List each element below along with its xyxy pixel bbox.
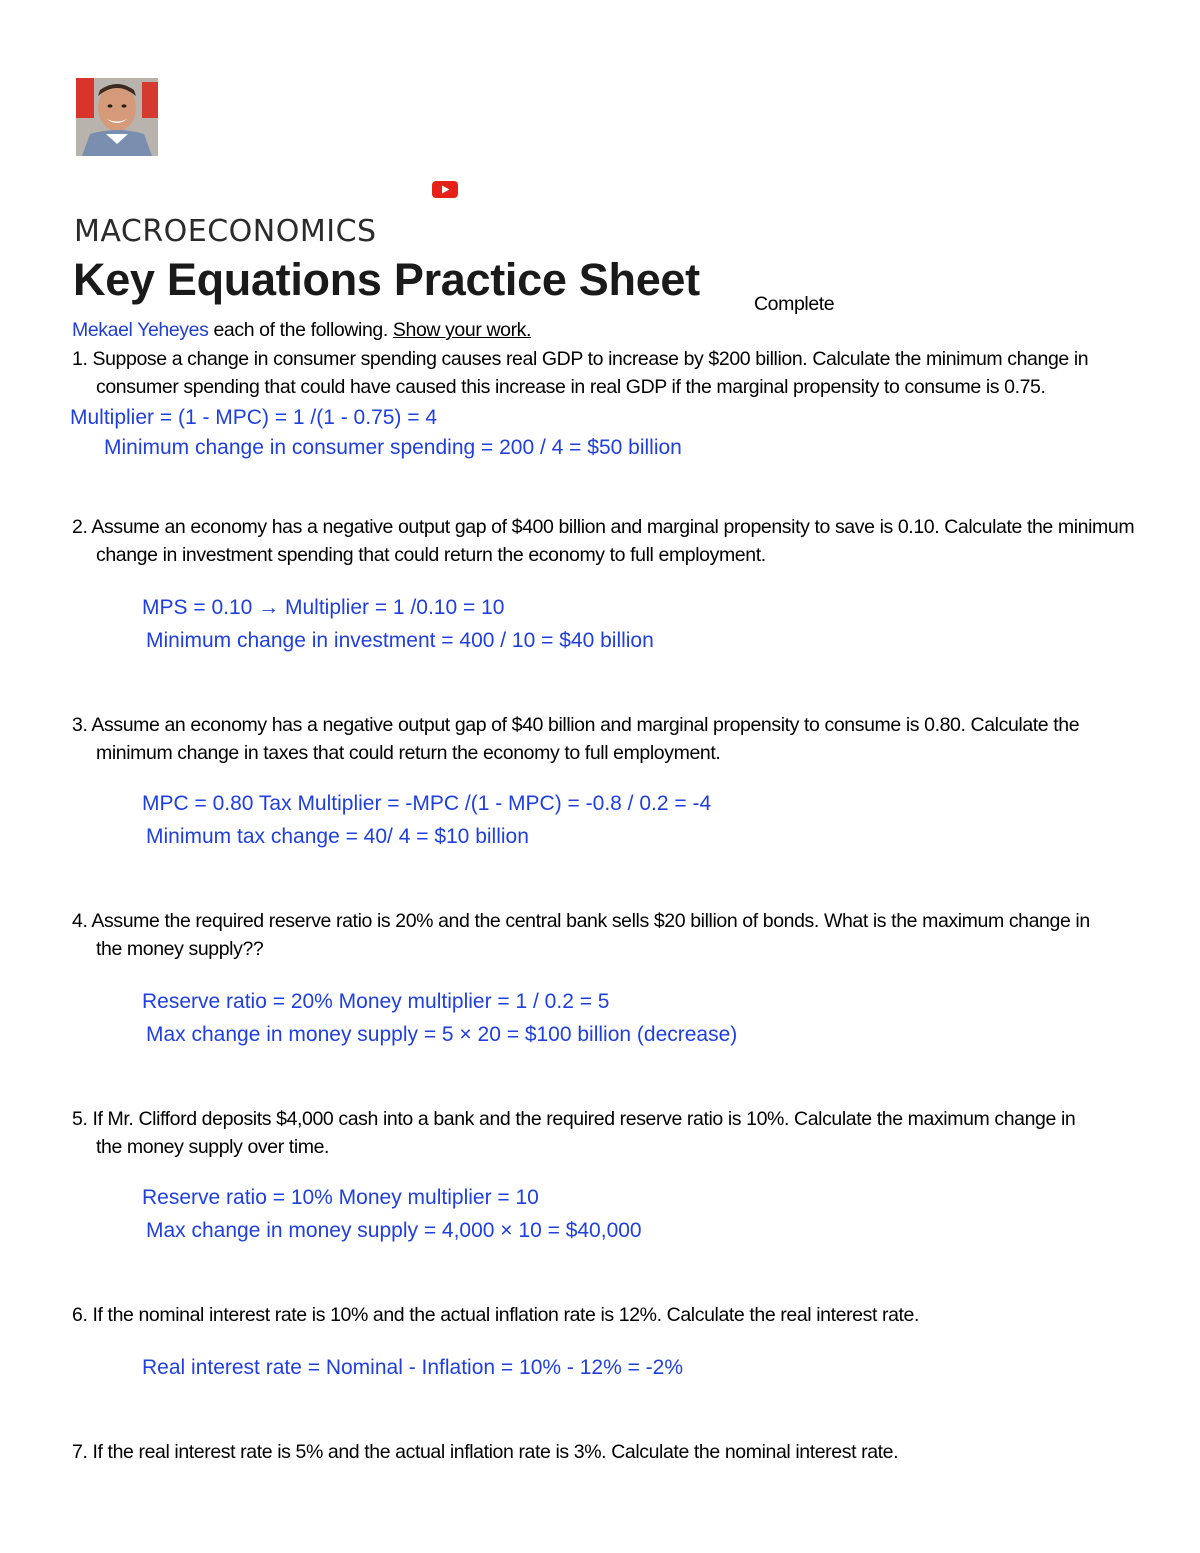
question-text-line1: Assume an economy has a negative output gap of $40 billion and marginal propensity to consume is 0.80. Calculate the: [91, 714, 1080, 736]
instruction-emphasis: Show your work.: [392, 319, 532, 341]
question-4: [72, 907, 1172, 963]
answer-5-line2: Max change in money supply = 4,000 × 10 = $40,000: [146, 1219, 642, 1242]
answer-4-line1: Reserve ratio = 20% Money multiplier = 1 / 0.2 = 5: [142, 990, 610, 1013]
question-number: 6.: [72, 1304, 88, 1326]
question-text-line2: the money supply??: [96, 938, 264, 960]
question-text-line2: consumer spending that could have caused this increase in real GDP if the marginal propensity to consume is 0.75.: [96, 376, 1046, 398]
question-text-line1: Suppose a change in consumer spending causes real GDP to increase by $200 billion. Calculate the minimum change in: [92, 348, 1089, 370]
student-name: Mekael Yeheyes: [72, 319, 209, 341]
question-number: 5.: [72, 1108, 88, 1130]
page-title: Key Equations Practice Sheet: [73, 254, 700, 305]
answer-1-line2: Minimum change in consumer spending = 200 / 4 = $50 billion: [104, 436, 682, 459]
question-text-line1: Assume the required reserve ratio is 20% and the central bank sells $20 billion of bonds. What is the maximum change in: [91, 910, 1090, 932]
question-text-line1: Assume an economy has a negative output gap of $400 billion and marginal propensity to save is 0.10. Calculate the minimum: [91, 516, 1135, 538]
question-number: 3.: [72, 714, 88, 736]
question-number: 1.: [72, 348, 88, 370]
answer-3-line2: Minimum tax change = 40/ 4 = $10 billion: [146, 825, 529, 848]
question-3: [72, 711, 1172, 767]
question-7: [72, 1438, 1172, 1466]
question-5: [72, 1105, 1172, 1161]
question-text-line1: If the nominal interest rate is 10% and the actual inflation rate is 12%. Calculate the real interest rate.: [92, 1304, 920, 1326]
answer-3-line1: MPC = 0.80 Tax Multiplier = -MPC /(1 - MPC) = -0.8 / 0.2 = -4: [142, 792, 712, 815]
instruction-text: each of the following.: [208, 319, 393, 341]
answer-2-line1: MPS = 0.10 → Multiplier = 1 /0.10 = 10: [142, 596, 505, 619]
instructor-portrait-icon: [76, 78, 158, 156]
question-text-line2: the money supply over time.: [96, 1136, 330, 1158]
answer-4-line2: Max change in money supply = 5 × 20 = $100 billion (decrease): [146, 1023, 738, 1046]
answer-2-line2: Minimum change in investment = 400 / 10 = $40 billion: [146, 629, 654, 652]
question-number: 2.: [72, 516, 88, 538]
question-2: [72, 513, 1182, 569]
answer-1-line1: Multiplier = (1 - MPC) = 1 /(1 - 0.75) = 4: [70, 406, 438, 429]
question-number: 4.: [72, 910, 88, 932]
youtube-icon: [432, 181, 458, 198]
question-text-line2: change in investment spending that could return the economy to full employment.: [96, 544, 766, 566]
question-number: 7.: [72, 1441, 88, 1463]
instructor-photo: [76, 78, 158, 156]
question-text-line2: minimum change in taxes that could return the economy to full employment.: [96, 742, 721, 764]
question-text-line1: If Mr. Clifford deposits $4,000 cash into a bank and the required reserve ratio is 10%. Calculate the maximum change in: [92, 1108, 1076, 1130]
instruction-line: [72, 316, 531, 344]
answer-6-line1: Real interest rate = Nominal - Inflation = 10% - 12% = -2%: [142, 1356, 684, 1379]
question-text-line1: If the real interest rate is 5% and the actual inflation rate is 3%. Calculate the nominal interest rate.: [92, 1441, 899, 1463]
question-1: [72, 345, 1172, 401]
title-suffix: Complete: [754, 293, 835, 315]
answer-5-line1: Reserve ratio = 10% Money multiplier = 10: [142, 1186, 539, 1209]
question-6: [72, 1301, 1172, 1329]
subject-heading: MACROECONOMICS: [74, 214, 377, 249]
